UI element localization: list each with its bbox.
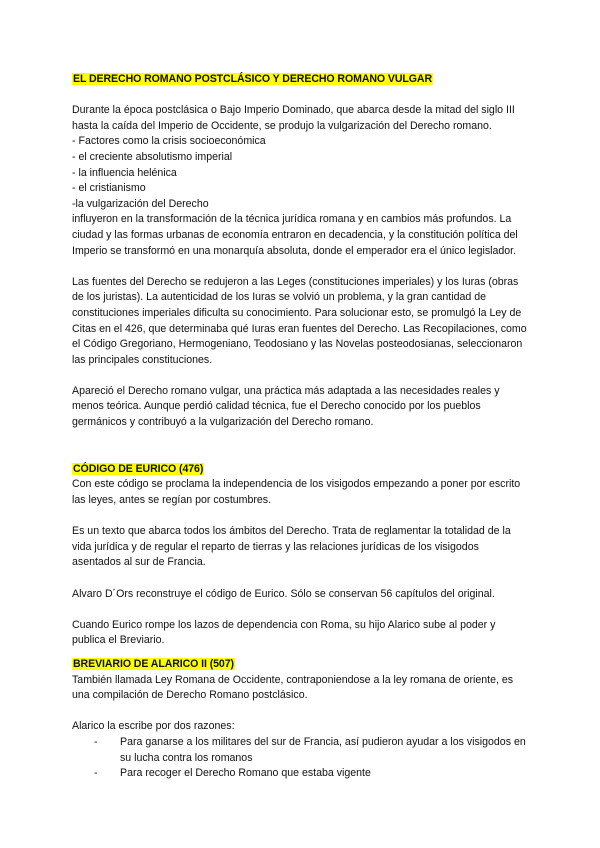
factors-list [72, 134, 528, 212]
section-title-breviario: BREVIARIO DE ALARICO II (507) [73, 657, 234, 670]
list-item: - el cristianismo [72, 182, 146, 195]
list-item: - Factores como la crisis socioeconómica [72, 135, 266, 148]
list-item: -la vulgarización del Derecho [72, 197, 209, 210]
paragraph-eurico-4: Cuando Eurico rompe los lazos de dependencia con Roma, su hijo Alarico sube al poder y publica el Breviario. [72, 618, 496, 647]
paragraph-eurico-1: Con este código se proclama la independencia de los visigodos empezando a poner por escrito las leyes, antes se regían por costumbres. [72, 478, 521, 507]
section-title-codigo-eurico: CÓDIGO DE EURICO (476) [73, 462, 204, 475]
paragraph-fuentes: Las fuentes del Derecho se redujeron a las Leges (constituciones imperiales) y los Iuras (obras de los juristas). La autenticidad de los Iuras se volvió un problema, y la gran cantidad de constituciones imperiales dificulta su conocimiento. Para solucionar esto, se promulgó la Ley de Citas en el 426, que determinaba qué Iuras eran fuentes del Derecho. Las Recopilaciones, como el Código Gregoriano, Hermogeniano, Teodosiano y las Novelas posteodosianas, seleccionaron las principales constituciones. [72, 275, 527, 366]
paragraph-derecho-vulgar: Apareció el Derecho romano vulgar, una práctica más adaptada a las necesidades reales y menos teórica. Aunque perdió calidad técnica, fue el Derecho conocido por los pueblos germánicos y contribuyó a la vulgarización del Derecho romano. [72, 384, 500, 429]
section-title-derecho-romano: EL DERECHO ROMANO POSTCLÁSICO Y DERECHO ROMANO VULGAR [73, 73, 433, 85]
list-item: - Para ganarse a los militares del sur de Francia, así pudieron ayudar a los visigodos en su lucha contra los romanos [108, 735, 528, 766]
document-page [72, 72, 528, 782]
paragraph-breviario-1: También llamada Ley Romana de Occidente, contraponiendose a la ley romana de oriente, es una compilación de Derecho Romano postclásico. [72, 673, 514, 702]
list-item: - Para recoger el Derecho Romano que estaba vigente [108, 766, 528, 782]
paragraph-after-factors: influyeron en la transformación de la técnica jurídica romana y en cambios más profundos. La ciudad y las formas urbanas de economía entraron en decadencia, y la constitución política del Imperio se transformó en una monarquía absoluta, donde el emperador era el único legislador. [72, 213, 518, 257]
reasons-list [72, 735, 528, 782]
paragraph-intro: Durante la época postclásica o Bajo Imperio Dominado, que abarca desde la mitad del siglo III hasta la caída del Imperio de Occidente, se produjo la vulgarización del Derecho romano. [72, 104, 515, 132]
paragraph-breviario-2: Alarico la escribe por dos razones: [72, 720, 235, 733]
list-item: - el creciente absolutismo imperial [72, 150, 233, 163]
paragraph-eurico-2: Es un texto que abarca todos los ámbitos del Derecho. Trata de reglamentar la totalidad de la vida jurídica y de regular el reparto de tierras y las relaciones jurídicas de los visigodos asentados al sur de Francia. [72, 525, 511, 569]
paragraph-eurico-3: Alvaro D´Ors reconstruye el código de Eurico. Sólo se conservan 56 capítulos del original. [72, 587, 495, 600]
list-item: - la influencia helénica [72, 166, 177, 179]
